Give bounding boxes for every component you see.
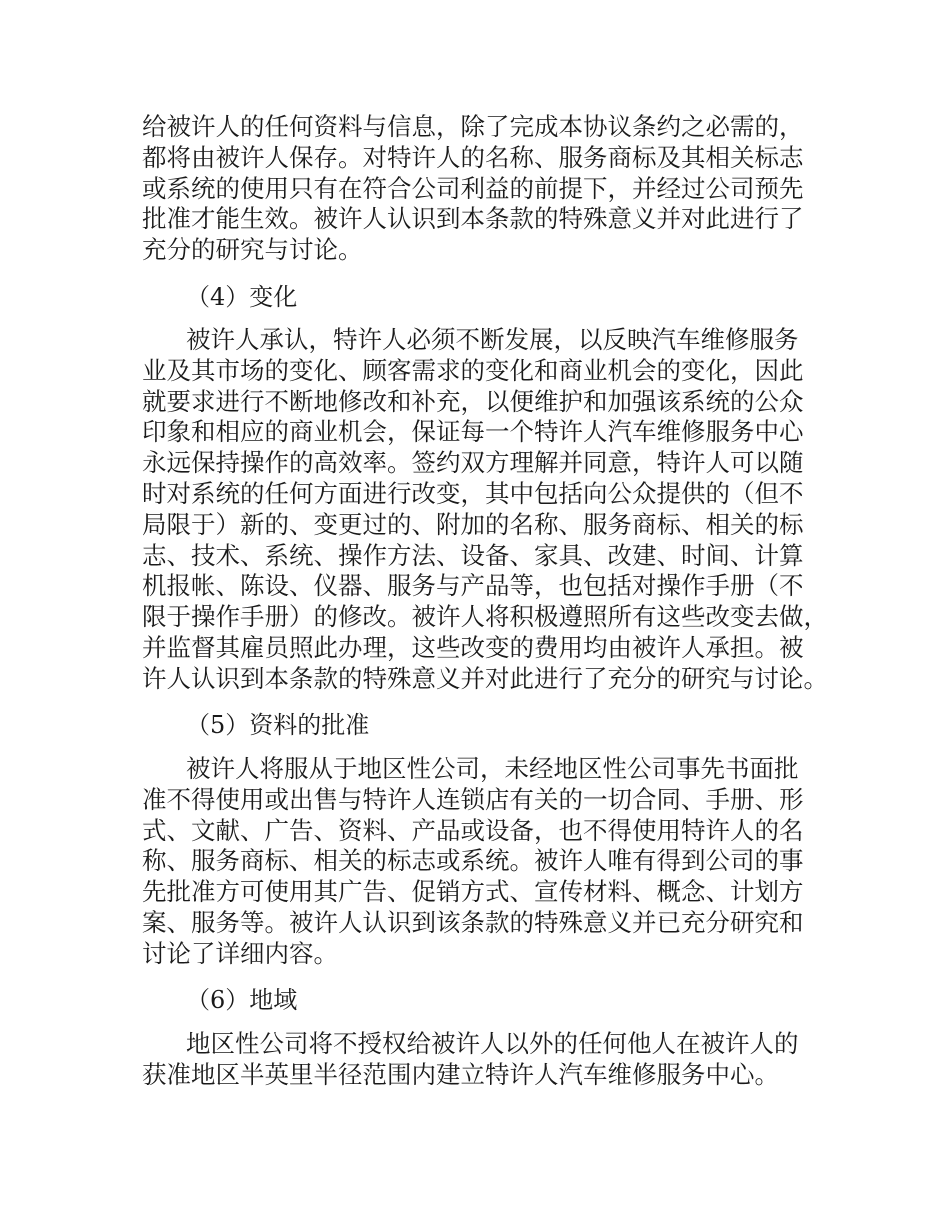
text-line: 被许人将服从于地区性公司，未经地区性公司事先书面批: [186, 754, 799, 783]
text-line: 案、服务等。被许人认识到该条款的特殊意义并已充分研究和: [142, 907, 804, 937]
section-heading-6: （6）地域: [186, 986, 298, 1014]
text-line: 永远保持操作的高效率。签约双方理解并同意，特许人可以随: [142, 448, 804, 478]
text-line: 并监督其雇员照此办理，这些改变的费用均由被许人承担。被: [142, 632, 804, 662]
text-line: 被许人承认，特许人必须不断发展，以反映汽车维修服务: [186, 325, 799, 354]
text-line: 称、服务商标、相关的标志或系统。被许人唯有得到公司的事: [142, 846, 804, 876]
paragraph-section-5: [142, 754, 822, 970]
text-line: 就要求进行不断地修改和补充，以便维护和加强该系统的公众: [142, 386, 804, 416]
text-line: 限于操作手册）的修改。被许人将积极遵照所有这些改变去做，: [142, 602, 828, 632]
text-line: 地区性公司将不授权给被许人以外的任何他人在被许人的: [186, 1029, 799, 1058]
text-line: 许人认识到本条款的特殊意义并对此进行了充分的研究与讨论。: [142, 663, 828, 693]
text-line: 准不得使用或出售与特许人连锁店有关的一切合同、手册、形: [142, 784, 804, 814]
paragraph-intro: [142, 112, 822, 266]
paragraph-section-4: [142, 325, 828, 695]
text-line: 批准才能生效。被许人认识到本条款的特殊意义并对此进行了: [142, 204, 804, 234]
text-line: 给被许人的任何资料与信息，除了完成本协议条约之必需的，: [142, 112, 804, 141]
text-line: 印象和相应的商业机会，保证每一个特许人汽车维修服务中心: [142, 417, 804, 447]
text-line: 充分的研究与讨论。: [142, 235, 363, 265]
text-line: 机报帐、陈设、仪器、服务与产品等，也包括对操作手册（不: [142, 571, 804, 601]
text-line: 式、文献、广告、资料、产品或设备，也不得使用特许人的名: [142, 815, 804, 845]
text-line: 业及其市场的变化、顾客需求的变化和商业机会的变化，因此: [142, 355, 804, 385]
text-line: 或系统的使用只有在符合公司利益的前提下，并经过公司预先: [142, 173, 804, 203]
text-line: 时对系统的任何方面进行改变，其中包括向公众提供的（但不: [142, 478, 804, 508]
text-line: 讨论了详细内容。: [142, 938, 338, 968]
text-line: 获准地区半英里半径范围内建立特许人汽车维修服务中心。: [142, 1059, 779, 1089]
text-line: 局限于）新的、变更过的、附加的名称、服务商标、相关的标: [142, 509, 804, 539]
text-line: 先批准方可使用其广告、促销方式、宣传材料、概念、计划方: [142, 877, 804, 907]
text-line: 志、技术、系统、操作方法、设备、家具、改建、时间、计算: [142, 540, 804, 570]
section-heading-4: （4）变化: [186, 283, 298, 311]
paragraph-section-6: [142, 1029, 822, 1091]
section-heading-5: （5）资料的批准: [186, 711, 370, 739]
text-line: 都将由被许人保存。对特许人的名称、服务商标及其相关标志: [142, 142, 804, 172]
